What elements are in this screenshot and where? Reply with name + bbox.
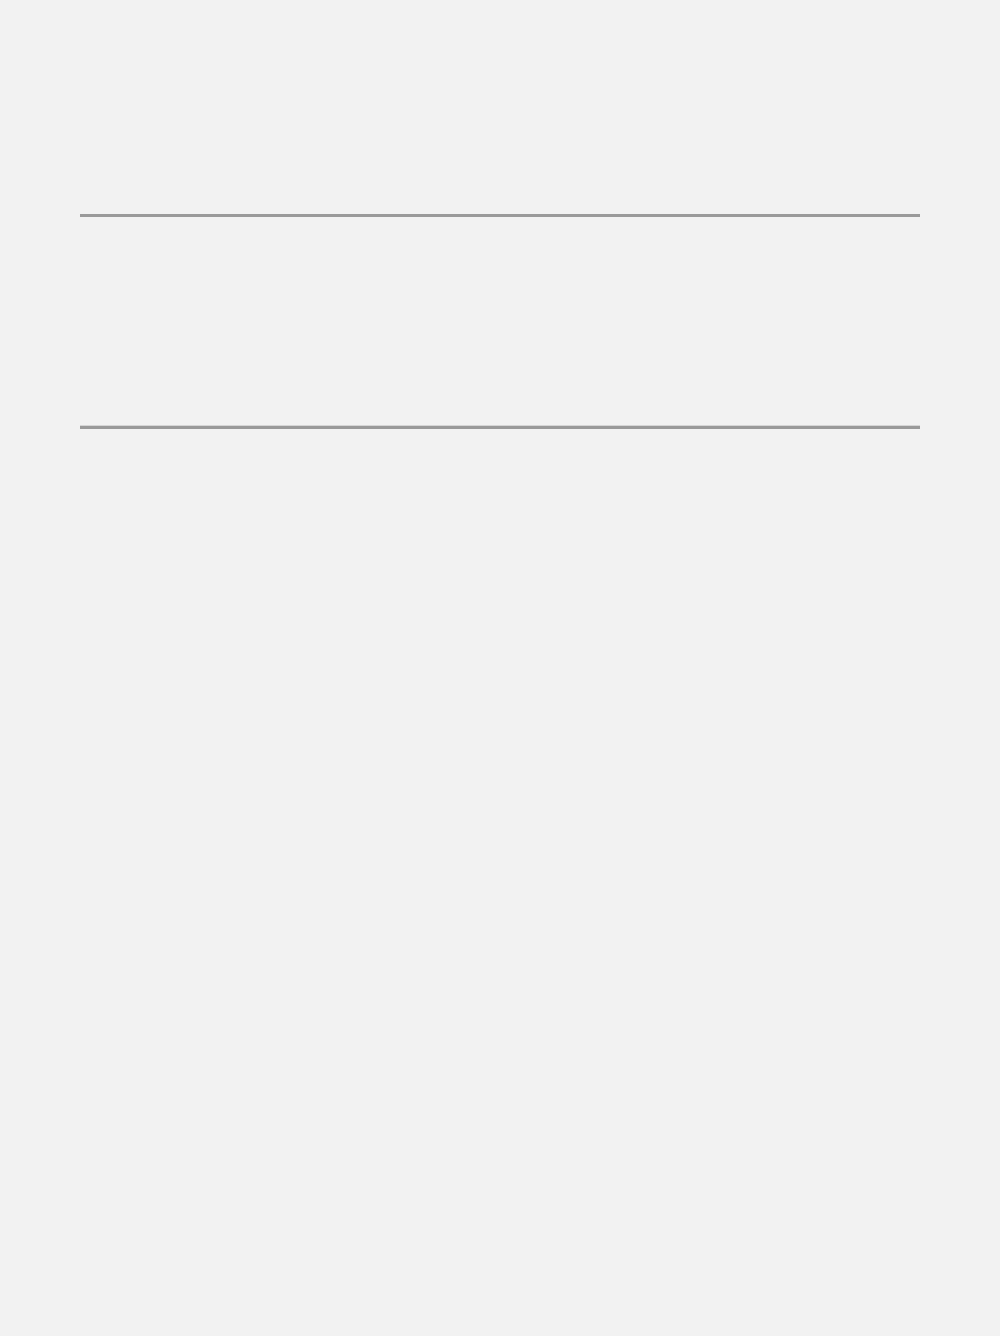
row-value bbox=[378, 308, 920, 334]
product-info-table bbox=[80, 214, 920, 429]
table-row-ingredients bbox=[80, 217, 920, 426]
